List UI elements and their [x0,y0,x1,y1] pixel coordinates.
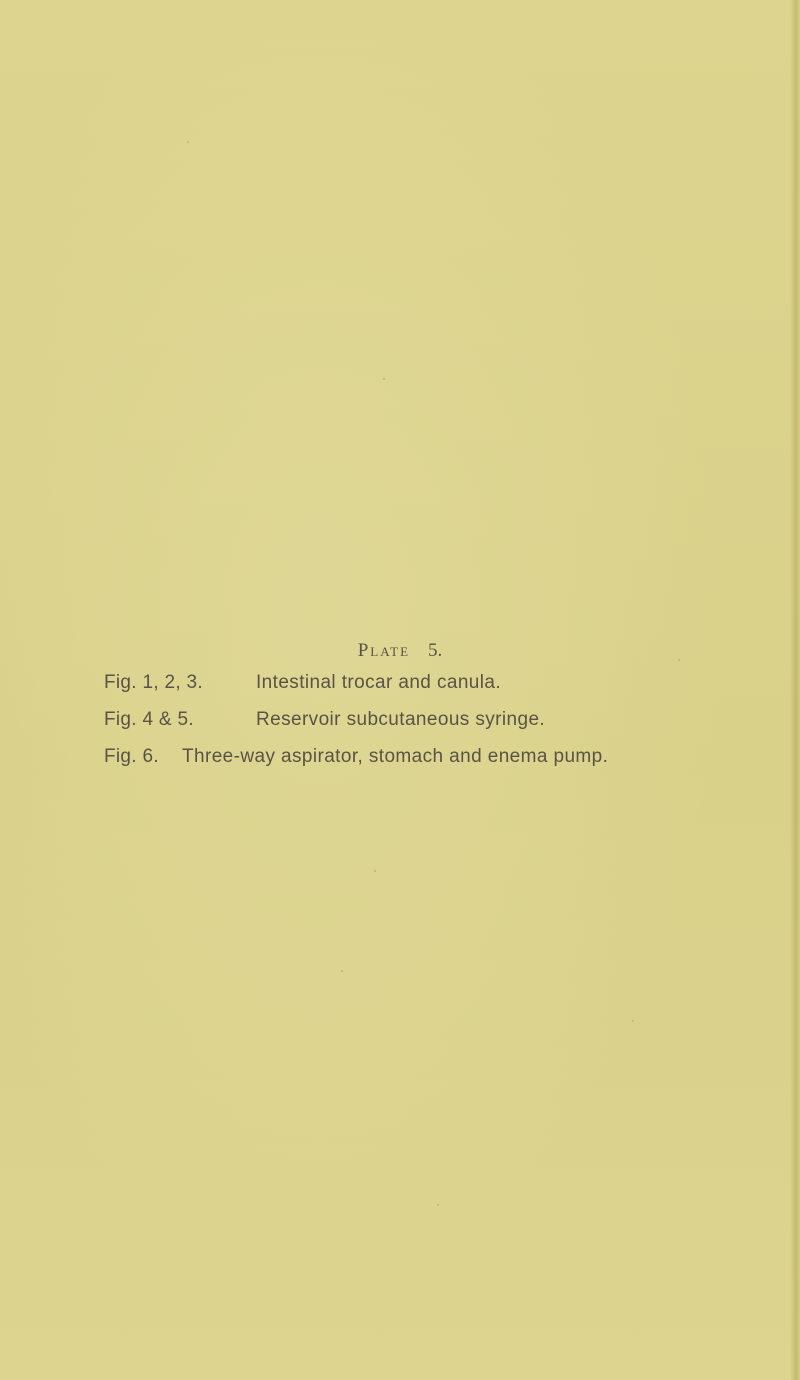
plate-title [0,640,800,662]
plate-number: 5. [428,640,443,661]
paper-speck [632,1020,634,1022]
figure-caption-list [104,672,608,783]
figure-description: Intestinal trocar and canula. [256,672,502,693]
figure-reference: Fig. 1, 2, 3. [104,672,203,693]
figure-description: Three-way aspirator, stomach and enema pump. [182,746,609,767]
paper-speck [437,1204,439,1206]
figure-caption [104,746,608,783]
paper-speck [374,870,376,872]
paper-speck [341,970,343,972]
figure-reference: Fig. 4 & 5. [104,709,194,730]
figure-caption [104,709,608,746]
figure-description: Reservoir subcutaneous syringe. [256,709,546,730]
figure-reference: Fig. 6. [104,746,159,767]
figure-caption [104,672,608,709]
paper-speck [383,378,385,380]
paper-speck [187,141,189,143]
page-edge-shadow [790,0,800,1380]
plate-label: Plate [357,640,411,661]
